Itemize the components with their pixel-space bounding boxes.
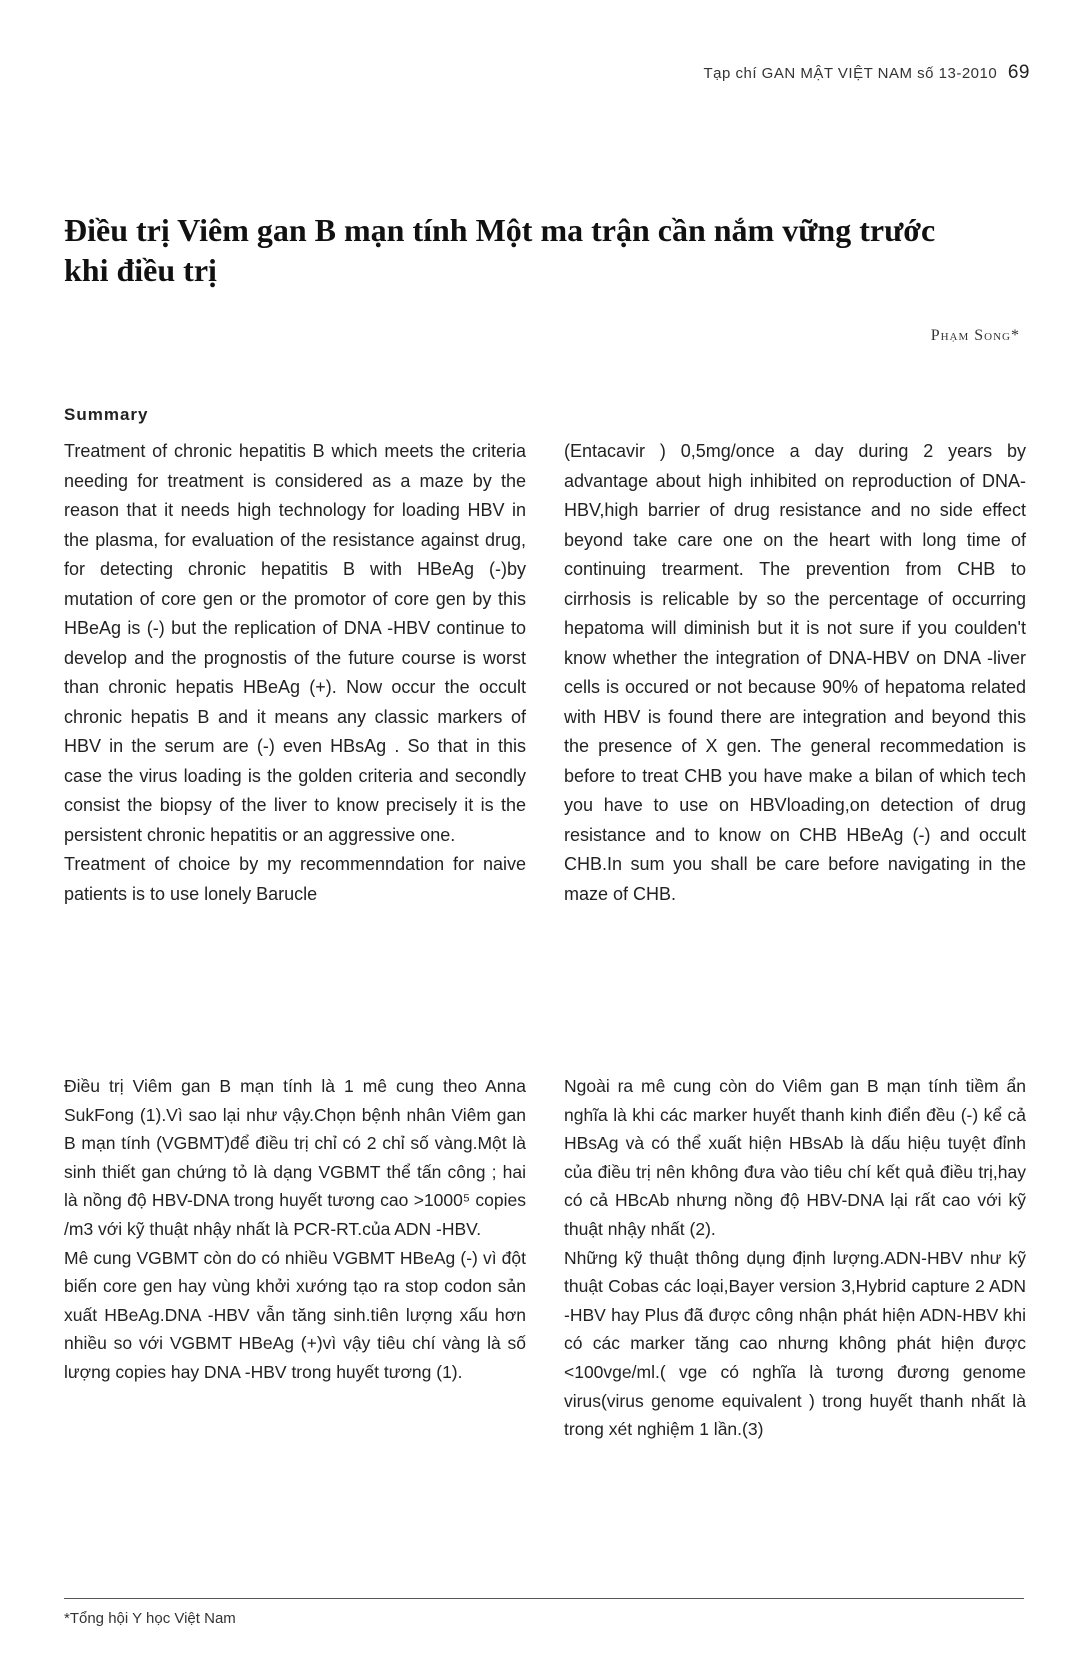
running-header — [703, 62, 1030, 84]
summary-left-column — [64, 437, 526, 909]
body-paragraph: Ngoài ra mê cung còn do Viêm gan B mạn tính tiềm ẩn nghĩa là khi các marker huyết thanh kinh điển đều (-) kể cả HBsAg và có thể xuất hiện HBsAb là dấu hiệu tuyệt đỉnh của điều trị nên không đưa vào tiêu chí kết quả điều trị,hay có cả HBcAb nhưng nồng độ HBV-DNA lại rất cao với kỹ thuật nhậy nhất (2). — [564, 1076, 1026, 1239]
summary-heading: Summary — [64, 405, 149, 424]
body-right-column — [564, 1072, 1026, 1444]
journal-name: Tạp chí GAN MẬT VIỆT NAM số 13-2010 — [703, 65, 998, 82]
body-left-column — [64, 1072, 526, 1387]
author-name: Phạm Song* — [930, 327, 1020, 344]
body-paragraph: Điều trị Viêm gan B mạn tính là 1 mê cung theo Anna SukFong (1).Vì sao lại như vậy.Chọn bệnh nhân Viêm gan B mạn tính (VGBMT)để điều trị chỉ có 2 chỉ số vàng.Một là sinh thiết gan chứng tỏ là dạng VGBMT thể tấn công ; hai là nồng độ HBV-DNA trong huyết tương cao >1000⁵ copies /m3 với kỹ thuật nhậy nhất là PCR-RT.của ADN -HBV. — [64, 1076, 526, 1239]
footnote-divider — [64, 1598, 1024, 1599]
summary-right-column — [564, 437, 1026, 909]
body-paragraph: Mê cung VGBMT còn do có nhiều VGBMT HBeAg (-) vì đột biến core gen hay vùng khởi xướng tạo ra stop codon sản xuất HBeAg.DNA -HBV vẫn tăng sinh.tiên lượng xấu hơn nhiều so với VGBMT HBeAg (+)vì vậy tiêu chí vàng là số lượng copies hay DNA -HBV trong huyết tương (1). — [64, 1247, 526, 1382]
summary-paragraph: Treatment of choice by my recommenndation for naive patients is to use lonely Barucle — [64, 854, 526, 904]
body-paragraph: Những kỹ thuật thông dụng định lượng.ADN-HBV như kỹ thuật Cobas các loại,Bayer version 3,Hybrid capture 2 ADN -HBV hay Plus đã được công nhận phát hiện ADN-HBV khi có các marker tăng cao nhưng không phát hiện được <100vge/ml.( vge có nghĩa là tương đương genome virus(virus genome equivalent ) trong huyết thanh nhất là trong xét nghiệm 1 lần.(3) — [564, 1247, 1026, 1440]
article-title: Điều trị Viêm gan B mạn tính Một ma trận cần nắm vững trước khi điều trị — [64, 212, 936, 288]
footnote: *Tổng hội Y học Việt Nam — [64, 1610, 236, 1627]
page-number: 69 — [1007, 62, 1030, 83]
summary-paragraph: (Entacavir ) 0,5mg/once a day during 2 years by advantage about high inhibited on reproduction of DNA-HBV,high barrier of drug resistance and no side effect beyond take care one on the heart with long time of continuing trearment. The prevention from CHB to cirrhosis is relicable by so the percentage of occurring hepatoma will diminish but it is not sure if you coulden't know whether the integration of DNA-HBV on DNA -liver cells is occured or not because 90% of hepatoma related with HBV is found there are integration and beyond this the presence of X gen. The general recommedation is before to treat CHB you have make a bilan of which tech you have to use on HBVloading,on detection of drug resistance and to know on CHB HBeAg (-) and occult CHB.In sum you shall be care before navigating in the maze of CHB. — [564, 441, 1026, 904]
summary-paragraph: Treatment of chronic hepatitis B which meets the criteria needing for treatment is considered as a maze by the reason that it needs high technology for loading HBV in the plasma, for evaluation of the resistance against drug, for detecting chronic hepatitis B with HBeAg (-)by mutation of core gen or the promotor of core gen by this HBeAg is (-) but the replication of DNA -HBV continue to develop and the prognostis of the future course is worst than chronic hepatis HBeAg (+). Now occur the occult chronic hepatis B and it means any classic markers of HBV in the serum are (-) even HBsAg . So that in this case the virus loading is the golden criteria and secondly consist the biopsy of the liver to know precisely it is the persistent chronic hepatitis or an aggressive one. — [64, 441, 526, 845]
